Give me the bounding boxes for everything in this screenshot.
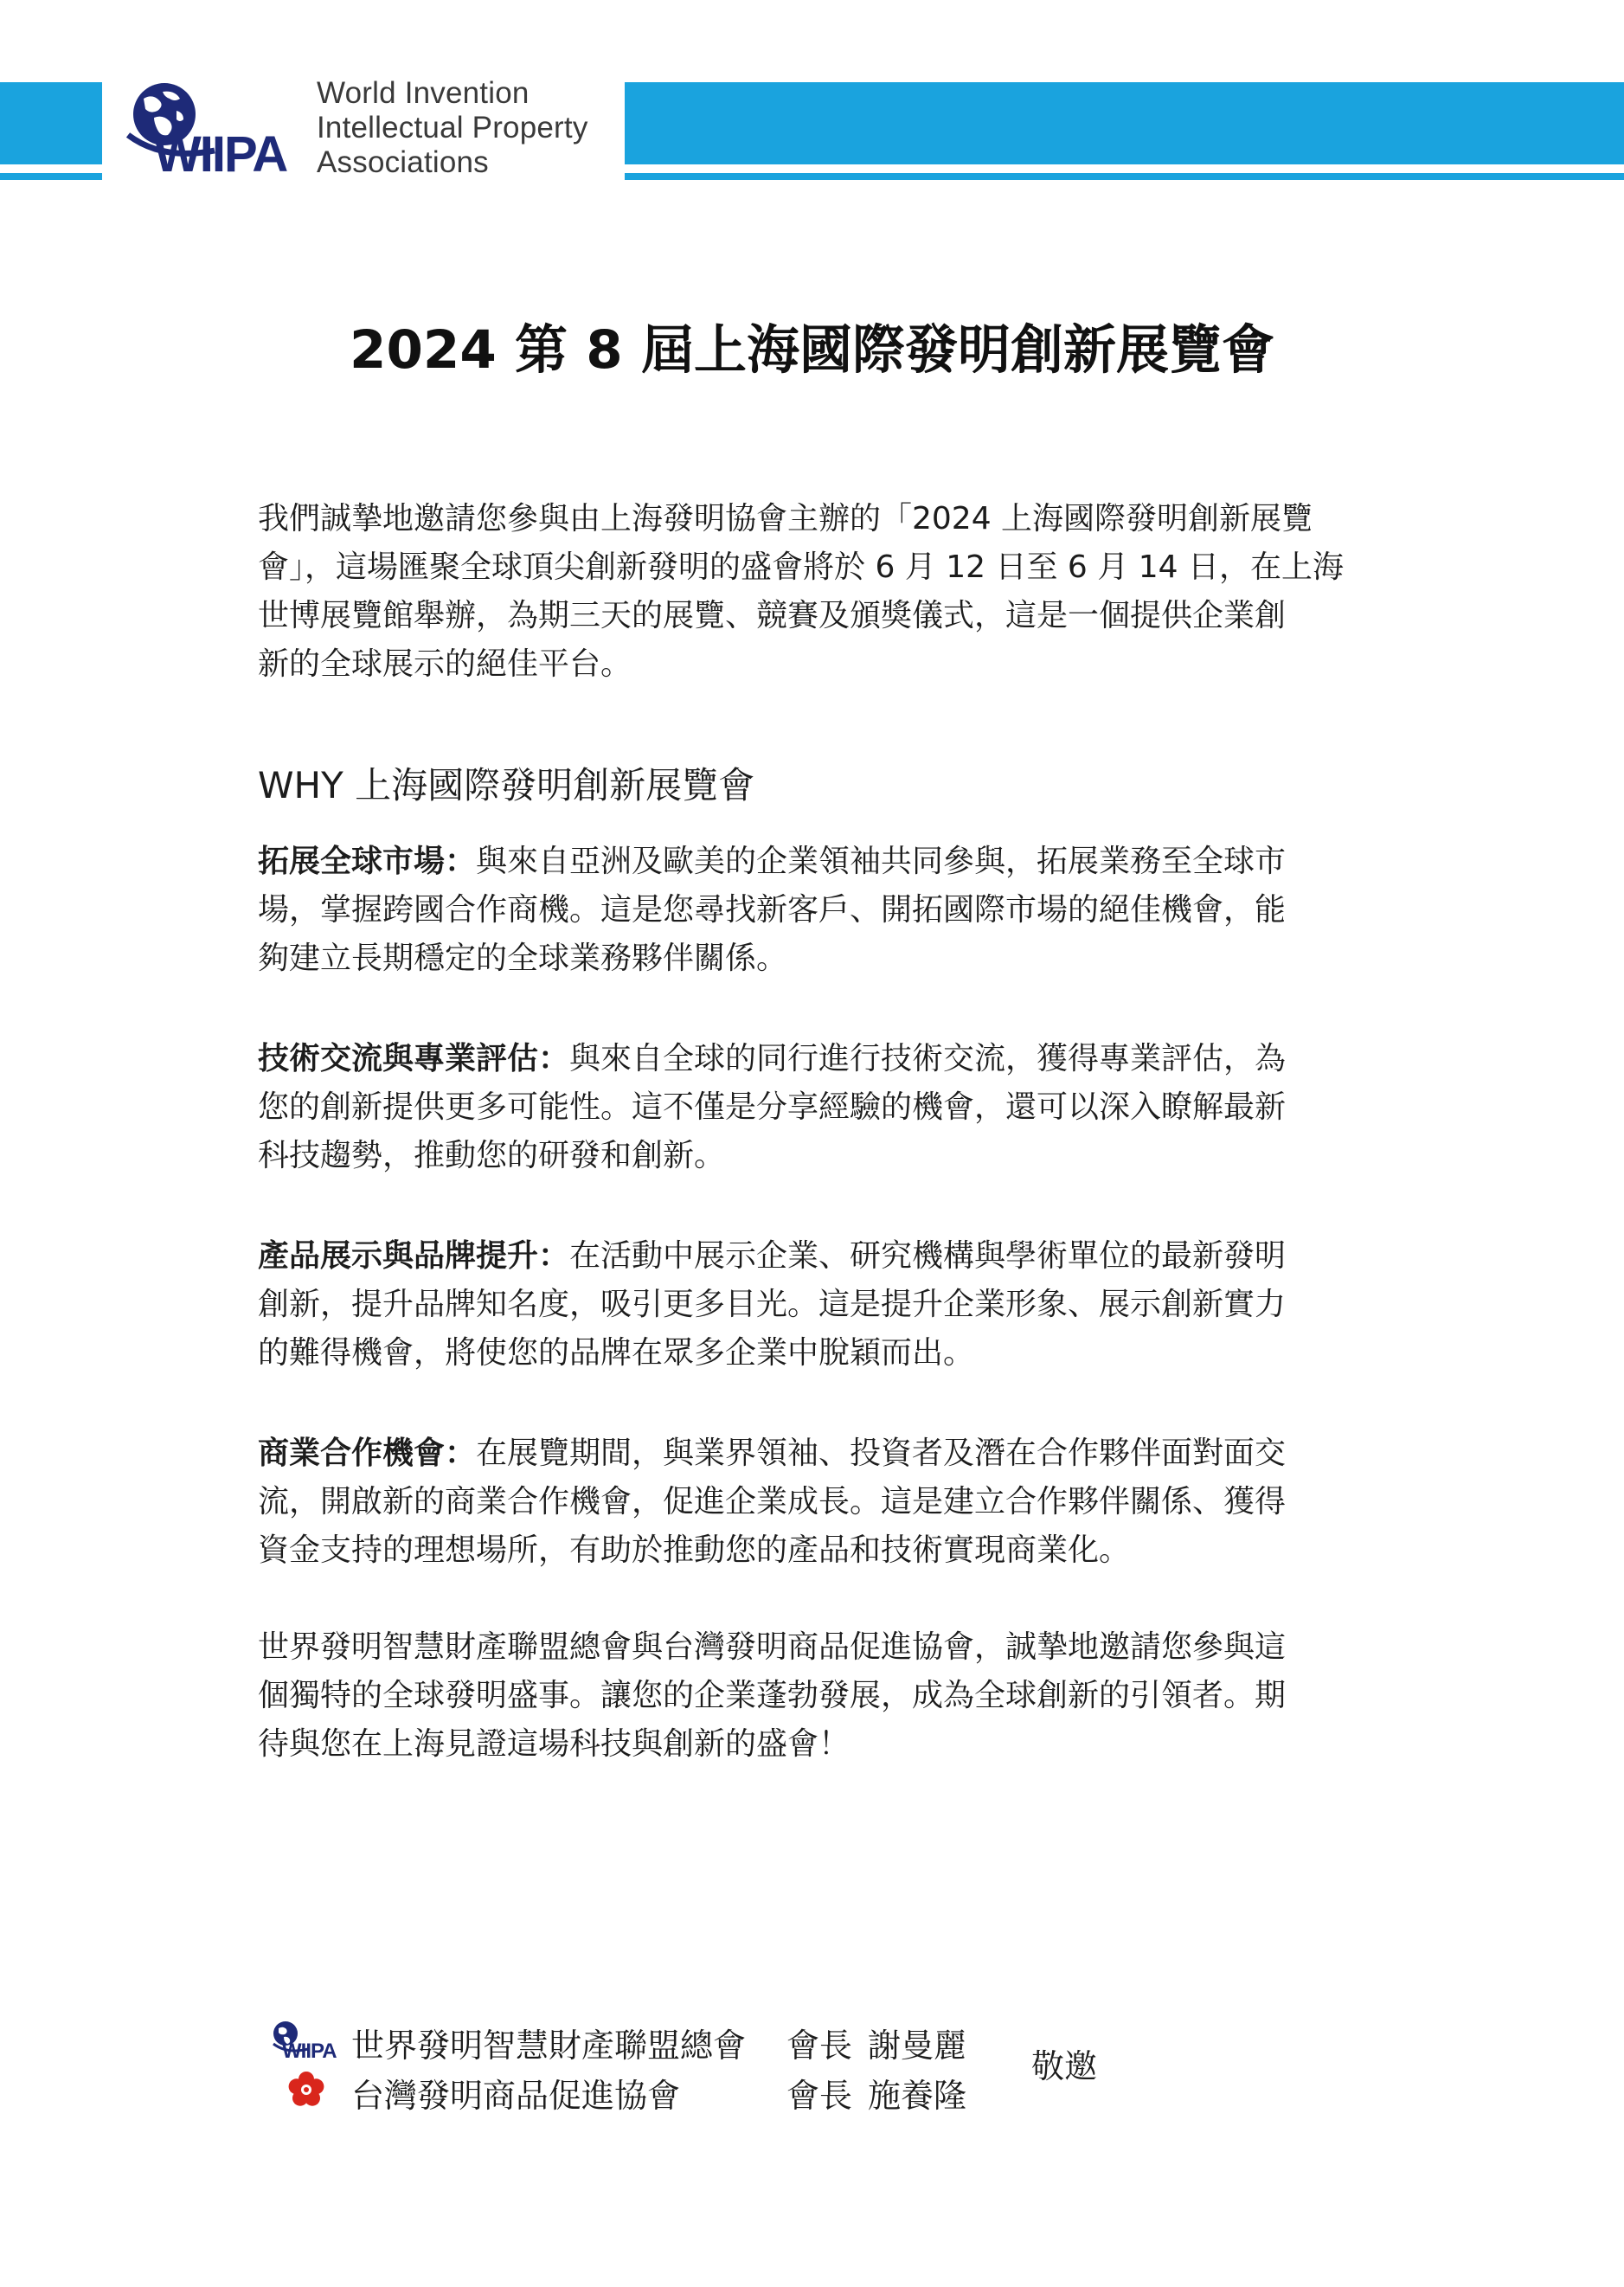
signatory-role: 會長	[786, 2026, 853, 2065]
section-text: 創新，提升品牌知名度，吸引更多目光。這是提升企業形象、展示創新實力	[258, 1287, 1287, 1322]
signatory-org: 台灣發明商品促進協會	[351, 2076, 681, 2115]
section-heading: 拓展全球市場：	[258, 844, 477, 879]
logo-wordmark: WIIPA	[154, 126, 287, 177]
closing-paragraph	[258, 1623, 1350, 1769]
signature-row	[270, 2070, 966, 2121]
org-logo	[111, 71, 621, 183]
closing-word: 敬邀	[1031, 2047, 1098, 2085]
svg-text:WIIPA: WIIPA	[282, 2040, 337, 2059]
section-text: 您的創新提供更多可能性。這不僅是分享經驗的機會，還可以深入瞭解最新	[258, 1089, 1287, 1125]
signatory-name: 施養隆	[868, 2076, 967, 2115]
section-tech-exchange	[258, 1035, 1350, 1180]
section-text: 在活動中展示企業、研究機構與學術單位的最新發明	[569, 1238, 1287, 1274]
wiipa-logo-icon	[270, 2020, 341, 2071]
intro-line: 新的全球展示的絕佳平台。	[258, 646, 632, 682]
section-text: 資金支持的理想場所，有助於推動您的產品和技術實現商業化。	[258, 1532, 1131, 1568]
org-name-line-2: Intellectual Property	[317, 111, 588, 145]
closing-line: 個獨特的全球發明盛事。讓您的企業蓬勃發展，成為全球創新的引領者。期	[258, 1678, 1287, 1713]
intro-line: 我們誠摯地邀請您參與由上海發明協會主辦的「2024 上海國際發明創新展覽	[258, 501, 1313, 536]
closing-line: 世界發明智慧財產聯盟總會與台灣發明商品促進協會，誠摯地邀請您參與這	[258, 1629, 1287, 1665]
org-name-line-1: World Invention	[317, 76, 530, 110]
header-rule-right	[625, 173, 1624, 180]
intro-line: 會」，這場匯聚全球頂尖創新發明的盛會將於 6 月 12 日至 6 月 14 日，在上海	[258, 549, 1344, 585]
section-text: 夠建立長期穩定的全球業務夥伴關係。	[258, 941, 788, 976]
signatory-org: 世界發明智慧財產聯盟總會	[351, 2026, 747, 2065]
signatory-name: 謝曼麗	[868, 2026, 967, 2065]
section-business	[258, 1429, 1350, 1575]
section-heading: 技術交流與專業評估：	[258, 1041, 570, 1076]
org-name	[317, 76, 588, 180]
header-band-right	[625, 82, 1624, 164]
section-title: WHY 上海國際發明創新展覽會	[258, 764, 755, 806]
section-heading: 商業合作機會：	[258, 1436, 477, 1471]
org-name-line-3: Associations	[317, 145, 489, 179]
intro-paragraph	[258, 495, 1350, 689]
header-band-left	[0, 82, 102, 164]
intro-line: 世博展覽館舉辦，為期三天的展覽、競賽及頒獎儀式，這是一個提供企業創	[258, 598, 1287, 633]
section-text: 與來自亞洲及歐美的企業領袖共同參與，拓展業務至全球市	[476, 844, 1287, 879]
section-product-brand	[258, 1232, 1350, 1378]
section-text: 在展覽期間，與業界領袖、投資者及潛在合作夥伴面對面交	[476, 1436, 1287, 1471]
wiipa-logo-icon	[119, 80, 336, 177]
section-text: 的難得機會，將使您的品牌在眾多企業中脫穎而出。	[258, 1335, 975, 1371]
page-title: 2024 第 8 屆上海國際發明創新展覽會	[350, 319, 1274, 381]
header-rule-left	[0, 173, 102, 180]
section-heading: 產品展示與品牌提升：	[258, 1238, 570, 1274]
section-global-market	[258, 838, 1350, 983]
closing-line: 待與您在上海見證這場科技與創新的盛會！	[258, 1726, 851, 1762]
section-text: 流，開啟新的商業合作機會，促進企業成長。這是建立合作夥伴關係、獲得	[258, 1484, 1287, 1519]
section-text: 場，掌握跨國合作商機。這是您尋找新客戶、開拓國際市場的絕佳機會，能	[258, 892, 1287, 928]
section-text: 科技趨勢，推動您的研發和創新。	[258, 1138, 726, 1173]
signature-row	[270, 2020, 966, 2071]
section-text: 與來自全球的同行進行技術交流，獲得專業評估，為	[569, 1041, 1287, 1076]
signatory-role: 會長	[786, 2076, 853, 2115]
plum-blossom-icon	[270, 2070, 341, 2121]
